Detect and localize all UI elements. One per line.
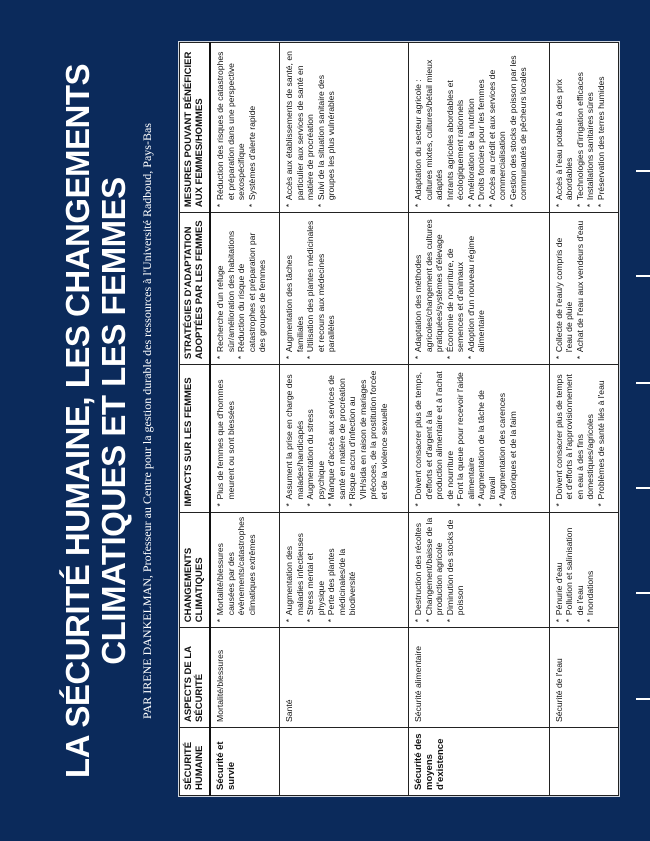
list-item: * Assument la prise en charge des malades/handicapés <box>284 370 305 506</box>
header-mesures: MESURES POUVANT BÉNÉFICIER AUX FEMMES/HOMMES <box>180 43 211 213</box>
title-line-1: LA SÉCURITÉ HUMAINE, LES CHANGEMENTS <box>59 63 96 779</box>
list-item: * Recherche d'un refuge sûr/amélioration des habitations <box>215 218 236 359</box>
table-row <box>409 43 549 796</box>
measures-cell <box>409 43 549 213</box>
byline: PAR IRENE DANKELMAN, Professeur au Centre pour la gestion durable des ressources à l'Université Radboud, Pays-Bas <box>140 123 154 719</box>
impacts-cell <box>409 365 549 512</box>
title-line-2: CLIMATIQUES ET LES FEMMES <box>95 177 132 665</box>
list-item: * Réduction du risque de catastrophes et préparation par des groupes de femmes <box>236 218 268 359</box>
list-item: * Augmentation des maladies infectieuses <box>284 518 305 623</box>
table-header-row <box>180 43 211 796</box>
changes-cell <box>549 512 618 628</box>
impacts-cell <box>210 365 280 512</box>
category-cell <box>549 727 618 795</box>
strategies-cell <box>409 213 549 365</box>
list-item: * Suivi de la situation sanitaire des groupes les plus vulnérables <box>316 48 337 207</box>
list-item: * Augmentation des carences caloriques et de la faim <box>497 370 518 506</box>
bullet-list <box>413 370 518 506</box>
aspect-cell: Mortalité/blessures <box>210 628 280 728</box>
aspect-cell: Sécurité alimentaire <box>409 628 549 728</box>
list-item: * Pénurie d'eau <box>554 518 565 623</box>
title-block <box>60 31 155 811</box>
bullet-list <box>284 48 337 207</box>
changes-cell <box>280 512 409 628</box>
list-item: * Technologies d'irrigation efficaces <box>575 48 586 207</box>
bullet-list <box>554 518 596 623</box>
page-title <box>60 31 132 811</box>
list-item: * Économie de nourriture, de semences et d'animaux <box>445 218 466 359</box>
list-item: * Risque accru d'infection au VIH/sida en raison de mariages précoces, de la prostitution forcée et de la violence sexuelle <box>347 370 389 506</box>
list-item: * Plus de femmes que d'hommes meurent ou sont blessées <box>215 370 236 506</box>
category-cell: Sécurité et survie <box>210 727 280 795</box>
list-item: * Adaptation des méthodes agricoles/changement des cultures pratiquées/systèmes d'élevage <box>413 218 445 359</box>
list-item: * Inondations <box>585 518 596 623</box>
aspect-cell: Santé <box>280 628 409 728</box>
list-item: * Accès aux établissements de santé, en particulier aux services de santé en matière de procréation <box>284 48 316 207</box>
list-item: * Stress mental et physique <box>305 518 326 623</box>
table-row <box>280 43 409 796</box>
list-item: * Doivent consacrer plus de temps et d'efforts à l'approvisionnement en eau à des fins domestiques/agricoles <box>554 370 596 506</box>
measures-cell <box>210 43 280 213</box>
list-item: * Achat de l'eau aux vendeurs d'eau <box>575 218 586 359</box>
list-item: * Amélioration de la nutrition <box>466 48 477 207</box>
bullet-list <box>413 218 487 359</box>
list-item: * Diminution des stocks de poisson <box>445 518 466 623</box>
list-item: * Doivent consacrer plus de temps, d'efforts et d'argent à la production alimentaire et à l'achat de nourriture <box>413 370 455 506</box>
list-item: * Problèmes de santé liés à l'eau <box>596 370 607 506</box>
list-item: * Accès au crédit et aux services de commercialisation <box>487 48 508 207</box>
bullet-list <box>215 518 257 623</box>
header-impacts: IMPACTS SUR LES FEMMES <box>180 365 211 512</box>
list-item: * Mortalité/blessures causées par des évènements/catastrophes climatiques extrêmes <box>215 518 257 623</box>
list-item: * Manque d'accès aux services de santé en matière de procréation <box>326 370 347 506</box>
bullet-list <box>554 48 607 207</box>
header-aspects: ASPECTS DE LA SÉCURITÉ <box>180 628 211 728</box>
bullet-list <box>215 218 268 359</box>
changes-cell <box>409 512 549 628</box>
security-table-wrapper <box>178 41 620 797</box>
list-item: * Gestion des stocks de poisson par les communautés de pêcheurs locales <box>508 48 529 207</box>
list-item: * Font la queue pour recevoir l'aide alimentaire <box>455 370 476 506</box>
list-item: * Perte des plantes médicinales/de la biodiversité <box>326 518 358 623</box>
changes-cell <box>210 512 280 628</box>
bullet-list <box>284 218 337 359</box>
bullet-list <box>413 48 529 207</box>
impacts-cell <box>280 365 409 512</box>
bullet-list <box>215 48 257 207</box>
bullet-list <box>554 218 586 359</box>
measures-cell <box>549 43 618 213</box>
list-item: * Pollution et salinisation de l'eau <box>564 518 585 623</box>
strategies-cell <box>280 213 409 365</box>
measures-cell <box>280 43 409 213</box>
header-securite-humaine: SÉCURITÉ HUMAINE <box>180 727 211 795</box>
list-item: * Adoption d'un nouveau régime alimentaire <box>466 218 487 359</box>
list-item: * Augmentation des tâches familiales <box>284 218 305 359</box>
list-item: * Utilisation des plantes médicinales et recours aux médecines parallèles <box>305 218 337 359</box>
list-item: * Augmentation du stress psychique <box>305 370 326 506</box>
list-item: * Droits fonciers pour les femmes <box>476 48 487 207</box>
list-item: * Collecte de l'eau/y compris de l'eau de pluie <box>554 218 575 359</box>
strategies-cell <box>210 213 280 365</box>
impacts-cell <box>549 365 618 512</box>
category-cell: Sécurité des moyens d'existence <box>409 727 549 795</box>
bullet-list <box>284 370 389 506</box>
list-item: * Changement/baisse de la production agricole <box>424 518 445 623</box>
list-item: * Accès à l'eau potable à des prix abordables <box>554 48 575 207</box>
list-item: * Réduction des risques de catastrophes et préparation dans une perspective sexospécifique <box>215 48 247 207</box>
list-item: * Systèmes d'alerte rapide <box>247 48 258 207</box>
header-changements: CHANGEMENTS CLIMATIQUES <box>180 512 211 628</box>
strategies-cell <box>549 213 618 365</box>
list-item: * Préservation des terres humides <box>596 48 607 207</box>
table-row <box>549 43 618 796</box>
list-item: * Intrants agricoles abordables et écologiquement rationnels <box>445 48 466 207</box>
list-item: * Installations sanitaires sûres <box>585 48 596 207</box>
list-item: * Destruction des récoltes <box>413 518 424 623</box>
table-row <box>210 43 280 796</box>
bullet-list <box>215 370 236 506</box>
aspect-cell: Sécurité de l'eau <box>549 628 618 728</box>
bullet-list <box>284 518 358 623</box>
bullet-list <box>413 518 466 623</box>
list-item: * Augmentation de la tâche de travail <box>476 370 497 506</box>
header-strategies: STRATÉGIES D'ADAPTATION ADOPTÉES PAR LES FEMMES <box>180 213 211 365</box>
category-cell <box>280 727 409 795</box>
table-body <box>210 43 619 796</box>
security-table <box>179 42 619 796</box>
bullet-list <box>554 370 607 506</box>
list-item: * Adaptation du secteur agricole : cultures mixtes, cultures/bétail mieux adaptés <box>413 48 445 207</box>
